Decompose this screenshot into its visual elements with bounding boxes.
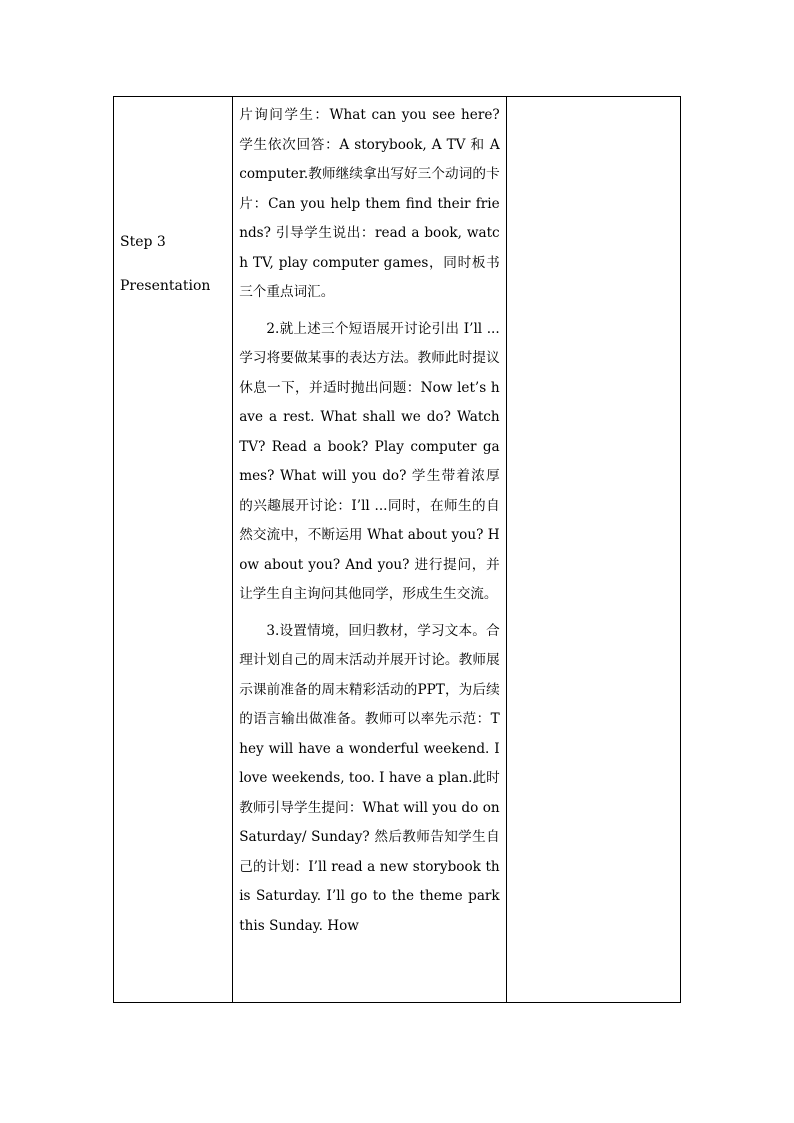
step-name: Presentation (120, 278, 211, 294)
step-cell (114, 97, 233, 1003)
procedure-paragraph-2: 2.就上述三个短语展开讨论引出 I’ll ...学习将要做某事的表达方法。教师此时提议休息一下，并适时抛出问题：Now let’s have a rest. What shall we do? Watch TV? Read a book? Play computer games? What will you do? 学生带着浓厚的兴趣展开讨论：I’ll ...同时，在师生的自然交流中，不断运用 What about you? How about you? And you? 进行提问，并让学生自主询问其他同学，形成生生交流。 (239, 320, 500, 602)
procedure-paragraph-3: 3.设置情境，回归教材，学习文本。合理计划自己的周末活动并展开讨论。教师展示课前准备的周末精彩活动的PPT，为后续的语言输出做准备。教师可以率先示范：They will have a wonderful weekend. I love weekends, too. I have a plan.此时教师引导学生提问：What will you do on Saturday/ Sunday? 然后教师告知学生自己的计划：I’ll read a new storybook this Saturday. I’ll go to the theme park this Sunday. How (239, 622, 500, 934)
notes-cell (506, 97, 680, 1003)
lesson-plan-table (113, 96, 681, 1003)
procedure-paragraph-1: 片询问学生：What can you see here? 学生依次回答：A storybook, A TV 和 A computer.教师继续拿出写好三个动词的卡片：Can you help them find their friends? 引导学生说出：read a book, watch TV, play computer games，同时板书三个重点词汇。 (239, 107, 500, 300)
table-row (114, 97, 681, 1003)
step-number: Step 3 (120, 234, 166, 250)
procedure-cell (233, 97, 506, 1003)
